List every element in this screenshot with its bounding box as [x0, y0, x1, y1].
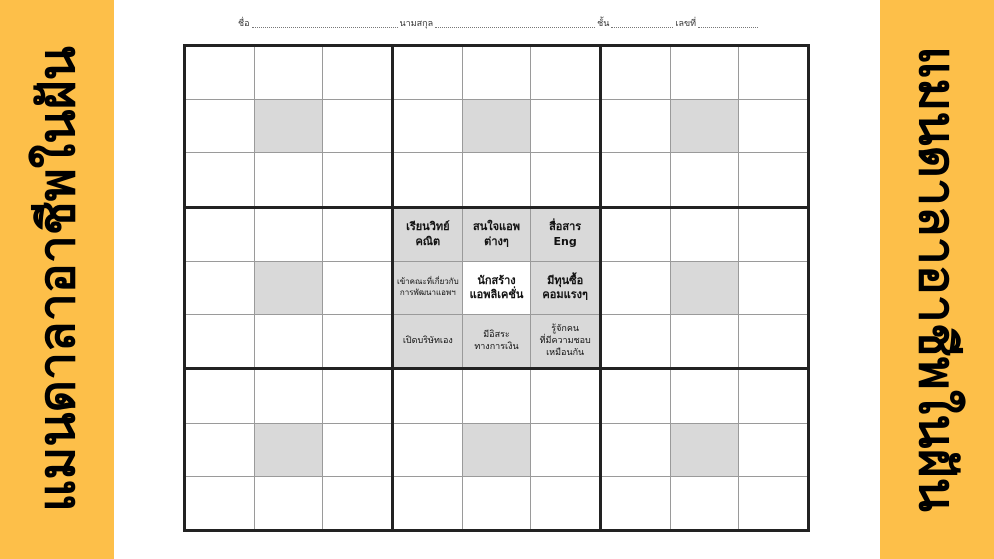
class-label: ชั้น — [597, 19, 610, 29]
mandala-cell[interactable] — [671, 370, 739, 422]
mandala-block — [602, 209, 807, 368]
mandala-cell[interactable] — [323, 153, 391, 205]
mandala-cell[interactable] — [739, 47, 807, 99]
number-field[interactable] — [698, 27, 758, 28]
mandala-cell[interactable] — [739, 209, 807, 261]
class-field[interactable] — [611, 27, 673, 28]
mandala-cell[interactable] — [671, 477, 739, 529]
mandala-cell[interactable] — [602, 370, 670, 422]
mandala-block — [394, 370, 599, 529]
mandala-cell[interactable] — [394, 153, 462, 205]
mandala-block — [602, 370, 807, 529]
mandala-cell[interactable] — [531, 315, 599, 367]
mandala-cell[interactable] — [255, 315, 323, 367]
mandala-cell[interactable] — [531, 47, 599, 99]
mandala-cell[interactable] — [255, 477, 323, 529]
goal-text: นักสร้าง แอพลิเคชั่น — [469, 273, 524, 301]
mandala-cell[interactable] — [186, 262, 254, 314]
cell-text: เข้าคณะที่เกี่ยวกับ การพัฒนาแอพฯ — [396, 277, 459, 297]
mandala-cell[interactable] — [602, 315, 670, 367]
mandala-cell[interactable] — [463, 370, 531, 422]
mandala-cell[interactable] — [323, 100, 391, 152]
mandala-cell[interactable] — [394, 477, 462, 529]
block-center-cell[interactable] — [255, 424, 323, 476]
mandala-cell[interactable] — [186, 477, 254, 529]
cell-text: เปิดบริษัทเอง — [402, 336, 453, 347]
mandala-cell[interactable] — [531, 209, 599, 261]
mandala-cell[interactable] — [463, 209, 531, 261]
block-center-cell[interactable] — [255, 262, 323, 314]
mandala-cell[interactable] — [602, 424, 670, 476]
cell-text: มีทุนซื้อ คอมแรงๆ — [542, 273, 588, 301]
number-label: เลขที่ — [675, 19, 697, 29]
block-center-cell[interactable] — [255, 100, 323, 152]
name-field[interactable] — [252, 27, 398, 28]
left-sidebar-title: แมนดาลาอาชีพในฝัน — [28, 46, 86, 512]
mandala-cell[interactable] — [323, 209, 391, 261]
mandala-cell[interactable] — [255, 370, 323, 422]
mandala-cell[interactable] — [394, 315, 462, 367]
mandala-cell[interactable] — [323, 370, 391, 422]
mandala-cell[interactable] — [602, 100, 670, 152]
mandala-cell[interactable] — [323, 262, 391, 314]
mandala-cell[interactable] — [394, 209, 462, 261]
mandala-cell[interactable] — [463, 153, 531, 205]
left-sidebar — [0, 0, 114, 559]
mandala-cell[interactable] — [739, 262, 807, 314]
block-center-cell[interactable] — [671, 100, 739, 152]
mandala-cell[interactable] — [186, 47, 254, 99]
cell-text: รู้จักคน ที่มีความชอบ เหมือนกัน — [539, 323, 591, 359]
mandala-block — [186, 209, 391, 368]
mandala-cell[interactable] — [739, 153, 807, 205]
mandala-grid — [183, 44, 810, 532]
mandala-cell[interactable] — [186, 424, 254, 476]
block-center-cell[interactable] — [671, 262, 739, 314]
mandala-cell[interactable] — [531, 370, 599, 422]
cell-text: มีอิสระ ทางการเงิน — [474, 330, 519, 353]
mandala-cell[interactable] — [602, 477, 670, 529]
mandala-cell[interactable] — [531, 262, 599, 314]
block-center-cell[interactable] — [671, 424, 739, 476]
mandala-cell[interactable] — [463, 315, 531, 367]
mandala-cell[interactable] — [394, 370, 462, 422]
surname-label: นามสกุล — [399, 19, 434, 29]
block-center-cell[interactable] — [463, 424, 531, 476]
mandala-cell[interactable] — [602, 209, 670, 261]
student-info-header — [238, 14, 778, 30]
mandala-cell[interactable] — [394, 262, 462, 314]
mandala-cell[interactable] — [394, 424, 462, 476]
mandala-cell[interactable] — [671, 315, 739, 367]
surname-field[interactable] — [435, 27, 595, 28]
mandala-block — [186, 47, 391, 206]
mandala-cell[interactable] — [671, 153, 739, 205]
mandala-cell[interactable] — [323, 477, 391, 529]
mandala-cell[interactable] — [739, 424, 807, 476]
mandala-cell[interactable] — [255, 209, 323, 261]
mandala-block — [186, 370, 391, 529]
mandala-cell[interactable] — [186, 370, 254, 422]
mandala-cell[interactable] — [602, 262, 670, 314]
mandala-cell[interactable] — [531, 153, 599, 205]
mandala-cell[interactable] — [186, 315, 254, 367]
cell-text: เรียนวิทย์ คณิต — [406, 220, 450, 248]
mandala-cell[interactable] — [463, 477, 531, 529]
mandala-cell[interactable] — [602, 47, 670, 99]
mandala-cell[interactable] — [186, 209, 254, 261]
mandala-cell[interactable] — [531, 477, 599, 529]
mandala-cell[interactable] — [394, 47, 462, 99]
mandala-cell[interactable] — [531, 100, 599, 152]
mandala-block — [602, 47, 807, 206]
cell-text: สนใจแอพ ต่างๆ — [472, 220, 520, 248]
mandala-cell[interactable] — [186, 100, 254, 152]
mandala-cell[interactable] — [186, 153, 254, 205]
mandala-cell[interactable] — [739, 370, 807, 422]
mandala-cell[interactable] — [739, 100, 807, 152]
mandala-cell[interactable] — [739, 315, 807, 367]
cell-text: สื่อสาร Eng — [549, 220, 582, 248]
mandala-cell[interactable] — [463, 47, 531, 99]
mandala-cell[interactable] — [255, 153, 323, 205]
mandala-block — [394, 47, 599, 206]
mandala-cell[interactable] — [255, 47, 323, 99]
name-label: ชื่อ — [238, 19, 250, 29]
block-center-cell[interactable] — [463, 100, 531, 152]
mandala-cell[interactable] — [671, 209, 739, 261]
mandala-cell[interactable] — [394, 100, 462, 152]
mandala-cell[interactable] — [602, 153, 670, 205]
mandala-cell[interactable] — [323, 424, 391, 476]
mandala-cell[interactable] — [739, 477, 807, 529]
right-sidebar-title: แมนดาลาอาชีพในฝัน — [908, 46, 966, 512]
mandala-cell[interactable] — [323, 315, 391, 367]
mandala-cell[interactable] — [531, 424, 599, 476]
mandala-cell[interactable] — [323, 47, 391, 99]
center-mandala-block — [394, 209, 599, 368]
goal-cell[interactable] — [463, 262, 531, 314]
right-sidebar — [880, 0, 994, 559]
mandala-cell[interactable] — [671, 47, 739, 99]
